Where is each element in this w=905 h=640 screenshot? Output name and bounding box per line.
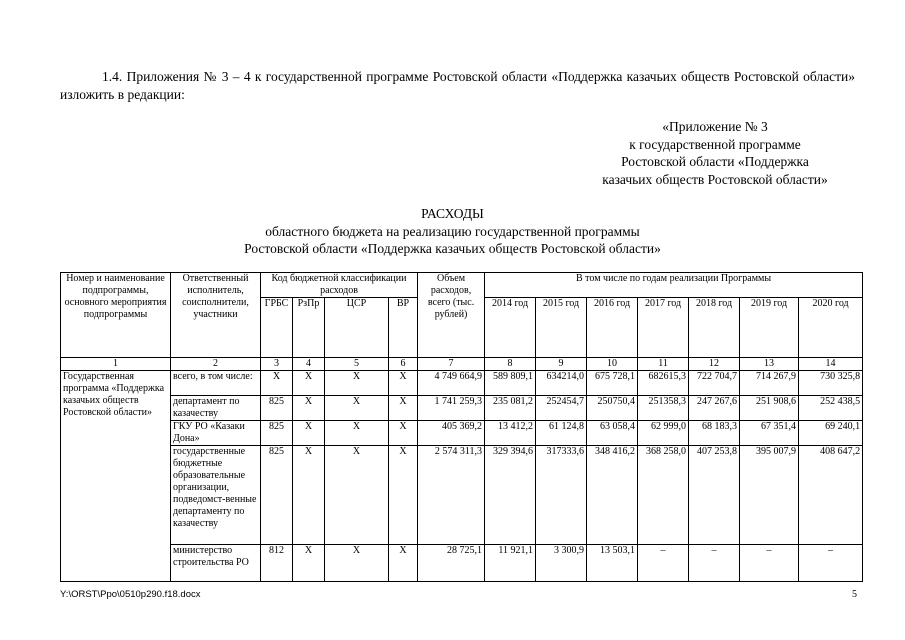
executor-cell: ГКУ РО «Казаки Дона» bbox=[171, 421, 261, 446]
year-cell: – bbox=[799, 545, 863, 582]
year-cell: 67 351,4 bbox=[740, 421, 799, 446]
grbs-cell: 825 bbox=[261, 446, 293, 545]
executor-cell: всего, в том числе: bbox=[171, 371, 261, 396]
header-grbs: ГРБС bbox=[261, 298, 293, 358]
program-name: Государственная программа «Поддержка казачьих обществ Ростовской области» bbox=[61, 371, 171, 582]
header-total: Объем расходов, всего (тыс. рублей) bbox=[418, 273, 485, 358]
table-row bbox=[61, 446, 863, 545]
header-executor: Ответственный исполнитель, соисполнители, участники bbox=[171, 273, 261, 358]
vr-cell: Х bbox=[389, 421, 418, 446]
year-cell: 13 503,1 bbox=[587, 545, 638, 582]
year-cell: 408 647,2 bbox=[799, 446, 863, 545]
column-numbers-row bbox=[61, 358, 863, 371]
year-cell: – bbox=[689, 545, 740, 582]
column-number: 13 bbox=[740, 358, 799, 371]
csr-cell: Х bbox=[325, 371, 389, 396]
document-title bbox=[0, 205, 905, 258]
grbs-cell: 812 bbox=[261, 545, 293, 582]
year-cell: 682615,3 bbox=[638, 371, 689, 396]
appendix-line: «Приложение № 3 bbox=[662, 119, 768, 134]
title-line: областного бюджета на реализацию государственной программы bbox=[265, 223, 640, 239]
header-year: 2016 год bbox=[587, 298, 638, 358]
csr-cell: Х bbox=[325, 545, 389, 582]
column-number: 5 bbox=[325, 358, 389, 371]
column-number: 8 bbox=[485, 358, 536, 371]
table-row bbox=[61, 421, 863, 446]
grbs-cell: 825 bbox=[261, 396, 293, 421]
table-row bbox=[61, 371, 863, 396]
rzpr-cell: Х bbox=[293, 421, 325, 446]
year-cell: 589 809,1 bbox=[485, 371, 536, 396]
year-cell: 368 258,0 bbox=[638, 446, 689, 545]
year-cell: 69 240,1 bbox=[799, 421, 863, 446]
table-row bbox=[61, 396, 863, 421]
header-csr: ЦСР bbox=[325, 298, 389, 358]
year-cell: 675 728,1 bbox=[587, 371, 638, 396]
rzpr-cell: Х bbox=[293, 396, 325, 421]
vr-cell: Х bbox=[389, 446, 418, 545]
header-by-years: В том числе по годам реализации Программы bbox=[485, 273, 863, 298]
column-number: 12 bbox=[689, 358, 740, 371]
year-cell: 251358,3 bbox=[638, 396, 689, 421]
appendix-line: Ростовской области «Поддержка bbox=[621, 154, 809, 169]
column-number: 1 bbox=[61, 358, 171, 371]
rzpr-cell: Х bbox=[293, 371, 325, 396]
total-cell: 1 741 259,3 bbox=[418, 396, 485, 421]
header-year: 2018 год bbox=[689, 298, 740, 358]
file-path: Y:\ORST\Ppo\0510p290.f18.docx bbox=[60, 589, 201, 600]
grbs-cell: 825 bbox=[261, 421, 293, 446]
page-number: 5 bbox=[852, 589, 857, 600]
csr-cell: Х bbox=[325, 396, 389, 421]
year-cell: 317333,6 bbox=[536, 446, 587, 545]
year-cell: 250750,4 bbox=[587, 396, 638, 421]
year-cell: 395 007,9 bbox=[740, 446, 799, 545]
header-year: 2019 год bbox=[740, 298, 799, 358]
year-cell: 62 999,0 bbox=[638, 421, 689, 446]
header-year: 2020 год bbox=[799, 298, 863, 358]
total-cell: 405 369,2 bbox=[418, 421, 485, 446]
year-cell: 63 058,4 bbox=[587, 421, 638, 446]
executor-cell: департамент по казачеству bbox=[171, 396, 261, 421]
header-year: 2015 год bbox=[536, 298, 587, 358]
year-cell: 68 183,3 bbox=[689, 421, 740, 446]
total-cell: 2 574 311,3 bbox=[418, 446, 485, 545]
column-number: 9 bbox=[536, 358, 587, 371]
rzpr-cell: Х bbox=[293, 545, 325, 582]
header-vr: ВР bbox=[389, 298, 418, 358]
year-cell: 634214,0 bbox=[536, 371, 587, 396]
column-number: 2 bbox=[171, 358, 261, 371]
title-line: Ростовской области «Поддержка казачьих обществ Ростовской области» bbox=[244, 241, 661, 256]
appendix-line: к государственной программе bbox=[629, 136, 801, 152]
header-rzpr: РзПр bbox=[293, 298, 325, 358]
year-cell: 252 438,5 bbox=[799, 396, 863, 421]
csr-cell: Х bbox=[325, 446, 389, 545]
header-year: 2014 год bbox=[485, 298, 536, 358]
header-program: Номер и наименование подпрограммы, основного мероприятия подпрограммы bbox=[61, 273, 171, 358]
year-cell: 235 081,2 bbox=[485, 396, 536, 421]
intro-paragraph: 1.4. Приложения № 3 – 4 к государственной программе Ростовской области «Поддержка казачьих обществ Ростовской области» изложить в редакции: bbox=[60, 69, 855, 102]
appendix-line: казачьих обществ Ростовской области» bbox=[602, 171, 828, 187]
header-year: 2017 год bbox=[638, 298, 689, 358]
column-number: 11 bbox=[638, 358, 689, 371]
vr-cell: Х bbox=[389, 545, 418, 582]
header-row-1 bbox=[61, 273, 863, 298]
year-cell: 407 253,8 bbox=[689, 446, 740, 545]
year-cell: 329 394,6 bbox=[485, 446, 536, 545]
column-number: 3 bbox=[261, 358, 293, 371]
executor-cell: министерство строительства РО bbox=[171, 545, 261, 582]
year-cell: 730 325,8 bbox=[799, 371, 863, 396]
year-cell: 251 908,6 bbox=[740, 396, 799, 421]
total-cell: 28 725,1 bbox=[418, 545, 485, 582]
grbs-cell: Х bbox=[261, 371, 293, 396]
rzpr-cell: Х bbox=[293, 446, 325, 545]
column-number: 10 bbox=[587, 358, 638, 371]
year-cell: 252454,7 bbox=[536, 396, 587, 421]
year-cell: 13 412,2 bbox=[485, 421, 536, 446]
year-cell: 61 124,8 bbox=[536, 421, 587, 446]
year-cell: 11 921,1 bbox=[485, 545, 536, 582]
year-cell: 247 267,6 bbox=[689, 396, 740, 421]
title-line: РАСХОДЫ bbox=[421, 206, 484, 221]
vr-cell: Х bbox=[389, 371, 418, 396]
executor-cell: государственные бюджетные образовательные организации, подведомст-венные департаменту по казачеству bbox=[171, 446, 261, 545]
csr-cell: Х bbox=[325, 421, 389, 446]
year-cell: 3 300,9 bbox=[536, 545, 587, 582]
vr-cell: Х bbox=[389, 396, 418, 421]
year-cell: 722 704,7 bbox=[689, 371, 740, 396]
column-number: 14 bbox=[799, 358, 863, 371]
column-number: 7 bbox=[418, 358, 485, 371]
year-cell: 348 416,2 bbox=[587, 446, 638, 545]
header-budget-code: Код бюджетной классификации расходов bbox=[261, 273, 418, 298]
year-cell: – bbox=[638, 545, 689, 582]
year-cell: – bbox=[740, 545, 799, 582]
column-number: 4 bbox=[293, 358, 325, 371]
expenses-table bbox=[60, 272, 863, 582]
total-cell: 4 749 664,9 bbox=[418, 371, 485, 396]
table-row bbox=[61, 545, 863, 582]
year-cell: 714 267,9 bbox=[740, 371, 799, 396]
appendix-caption bbox=[575, 118, 855, 188]
column-number: 6 bbox=[389, 358, 418, 371]
